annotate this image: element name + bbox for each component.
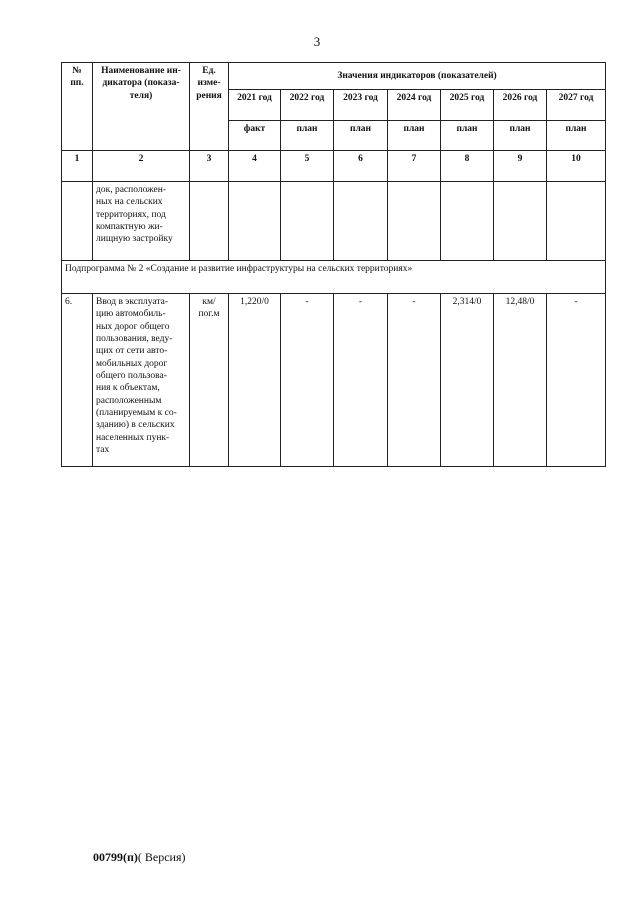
table-row-continuation <box>62 182 606 261</box>
row-value <box>334 182 388 261</box>
column-number: 7 <box>388 151 441 182</box>
page-number: 3 <box>313 34 321 49</box>
header-values-group: Значения индикаторов (показателей) <box>229 63 606 90</box>
row-value <box>494 182 547 261</box>
column-number: 1 <box>62 151 93 182</box>
document-code-number: 00799(п) <box>93 850 138 864</box>
row-value <box>441 182 494 261</box>
row-unit <box>190 182 229 261</box>
header-type-2023: план <box>334 121 388 151</box>
header-type-2022: план <box>281 121 334 151</box>
column-number: 9 <box>494 151 547 182</box>
table-row-6 <box>62 294 606 467</box>
header-type-2024: план <box>388 121 441 151</box>
column-number: 3 <box>190 151 229 182</box>
row-name: док, расположен- ных на сельских территориях, под компактную жи- лищную застройку <box>93 182 190 261</box>
column-number: 2 <box>93 151 190 182</box>
row-unit: км/ пог.м <box>190 294 229 467</box>
header-row-main <box>62 63 606 90</box>
document-code-suffix: ( Версия) <box>137 850 186 864</box>
header-year-2021: 2021 год <box>229 90 281 121</box>
row-value: 2,314/0 <box>441 294 494 467</box>
header-type-2026: план <box>494 121 547 151</box>
header-name: Наименование ин- дикатора (показа- теля) <box>93 63 190 151</box>
column-number: 4 <box>229 151 281 182</box>
header-year-2026: 2026 год <box>494 90 547 121</box>
header-year-2024: 2024 год <box>388 90 441 121</box>
row-value <box>229 182 281 261</box>
row-value: 12,48/0 <box>494 294 547 467</box>
header-year-2023: 2023 год <box>334 90 388 121</box>
row-value: - <box>281 294 334 467</box>
header-year-2025: 2025 год <box>441 90 494 121</box>
row-value: - <box>547 294 606 467</box>
subprogram-row <box>62 261 606 294</box>
header-type-2025: план <box>441 121 494 151</box>
document-code <box>93 850 186 865</box>
row-value: 1,220/0 <box>229 294 281 467</box>
column-number: 8 <box>441 151 494 182</box>
indicators-table <box>61 62 606 467</box>
column-numbers-row <box>62 151 606 182</box>
header-year-2027: 2027 год <box>547 90 606 121</box>
header-type-2021: факт <box>229 121 281 151</box>
row-num <box>62 182 93 261</box>
column-number: 10 <box>547 151 606 182</box>
row-name: Ввод в эксплуата- цию автомобиль- ных дорог общего пользования, веду- щих от сети авто- мобильных дорог общего пользова- ния к объектам, расположенным (планируемым к со- зданию) в сельских населенных пунк- тах <box>93 294 190 467</box>
row-value: - <box>388 294 441 467</box>
header-num: № пп. <box>62 63 93 151</box>
header-type-2027: план <box>547 121 606 151</box>
header-year-2022: 2022 год <box>281 90 334 121</box>
row-num: 6. <box>62 294 93 467</box>
column-number: 6 <box>334 151 388 182</box>
row-value <box>388 182 441 261</box>
row-value: - <box>334 294 388 467</box>
row-value <box>547 182 606 261</box>
subprogram-title: Подпрограмма № 2 «Создание и развитие инфраструктуры на сельских территориях» <box>62 261 606 294</box>
header-unit: Ед. изме- рения <box>190 63 229 151</box>
column-number: 5 <box>281 151 334 182</box>
row-value <box>281 182 334 261</box>
